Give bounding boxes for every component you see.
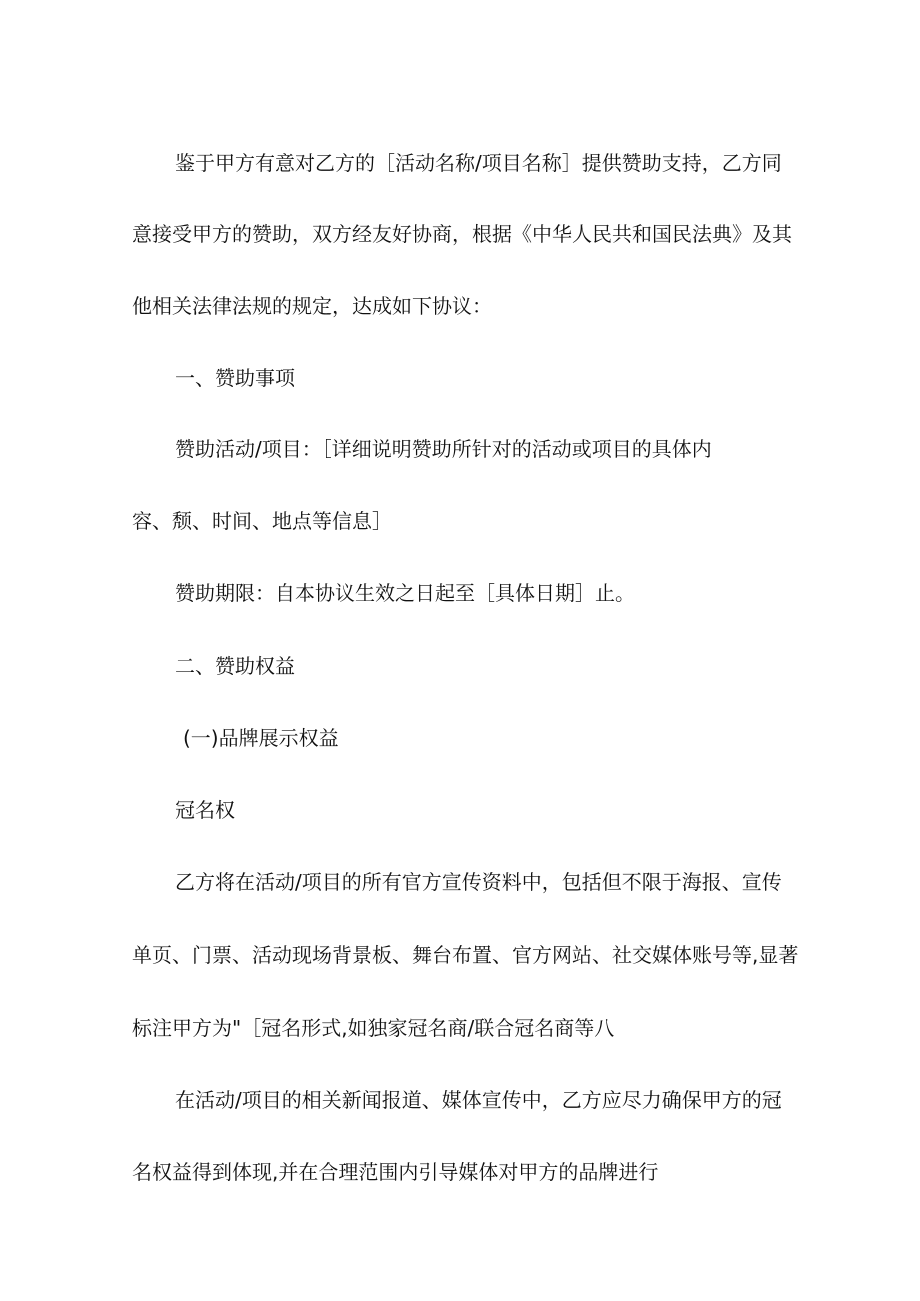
paragraph-intro-line-1: 鉴于甲方有意对乙方的［活动名称/项目名称］提供赞助支持，乙方同 [175, 151, 782, 175]
paragraph-intro-line-2: 意接受甲方的赞助，双方经友好协商，根据《中华人民共和国民法典》及其 [132, 222, 792, 246]
subsection-heading-brand-display: (一)品牌展示权益 [183, 726, 339, 750]
naming-rights-paragraph-line-1: 乙方将在活动/项目的所有官方宣传资料中，包括但不限于海报、宣传 [175, 870, 782, 894]
sponsored-activity-line-2: 容、颓、时间、地点等信息］ [132, 509, 392, 533]
paragraph-intro-line-3: 他相关法律法规的规定，达成如下协议： [132, 294, 492, 318]
naming-rights-paragraph-line-3: 标注甲方为"［冠名形式,如独家冠名商/联合冠名商等八 [132, 1016, 615, 1040]
item-heading-naming-rights: 冠名权 [175, 798, 235, 822]
section-heading-sponsorship-matters: 一、赞助事项 [175, 366, 295, 390]
naming-rights-paragraph-line-2: 单页、门票、活动现场背景板、舞台布置、官方网站、社交媒体账号等,显著 [132, 943, 799, 967]
media-paragraph-line-1: 在活动/项目的相关新闻报道、媒体宣传中，乙方应尽力确保甲方的冠 [175, 1088, 782, 1112]
sponsored-activity-line-1: 赞助活动/项目：［详细说明赞助所针对的活动或项目的具体内 [175, 437, 712, 461]
media-paragraph-line-2: 名权益得到体现,并在合理范围内引导媒体对甲方的品牌进行 [132, 1160, 659, 1184]
sponsorship-period: 赞助期限：自本协议生效之日起至［具体日期］止。 [175, 581, 635, 605]
section-heading-sponsorship-rights: 二、赞助权益 [175, 654, 295, 678]
